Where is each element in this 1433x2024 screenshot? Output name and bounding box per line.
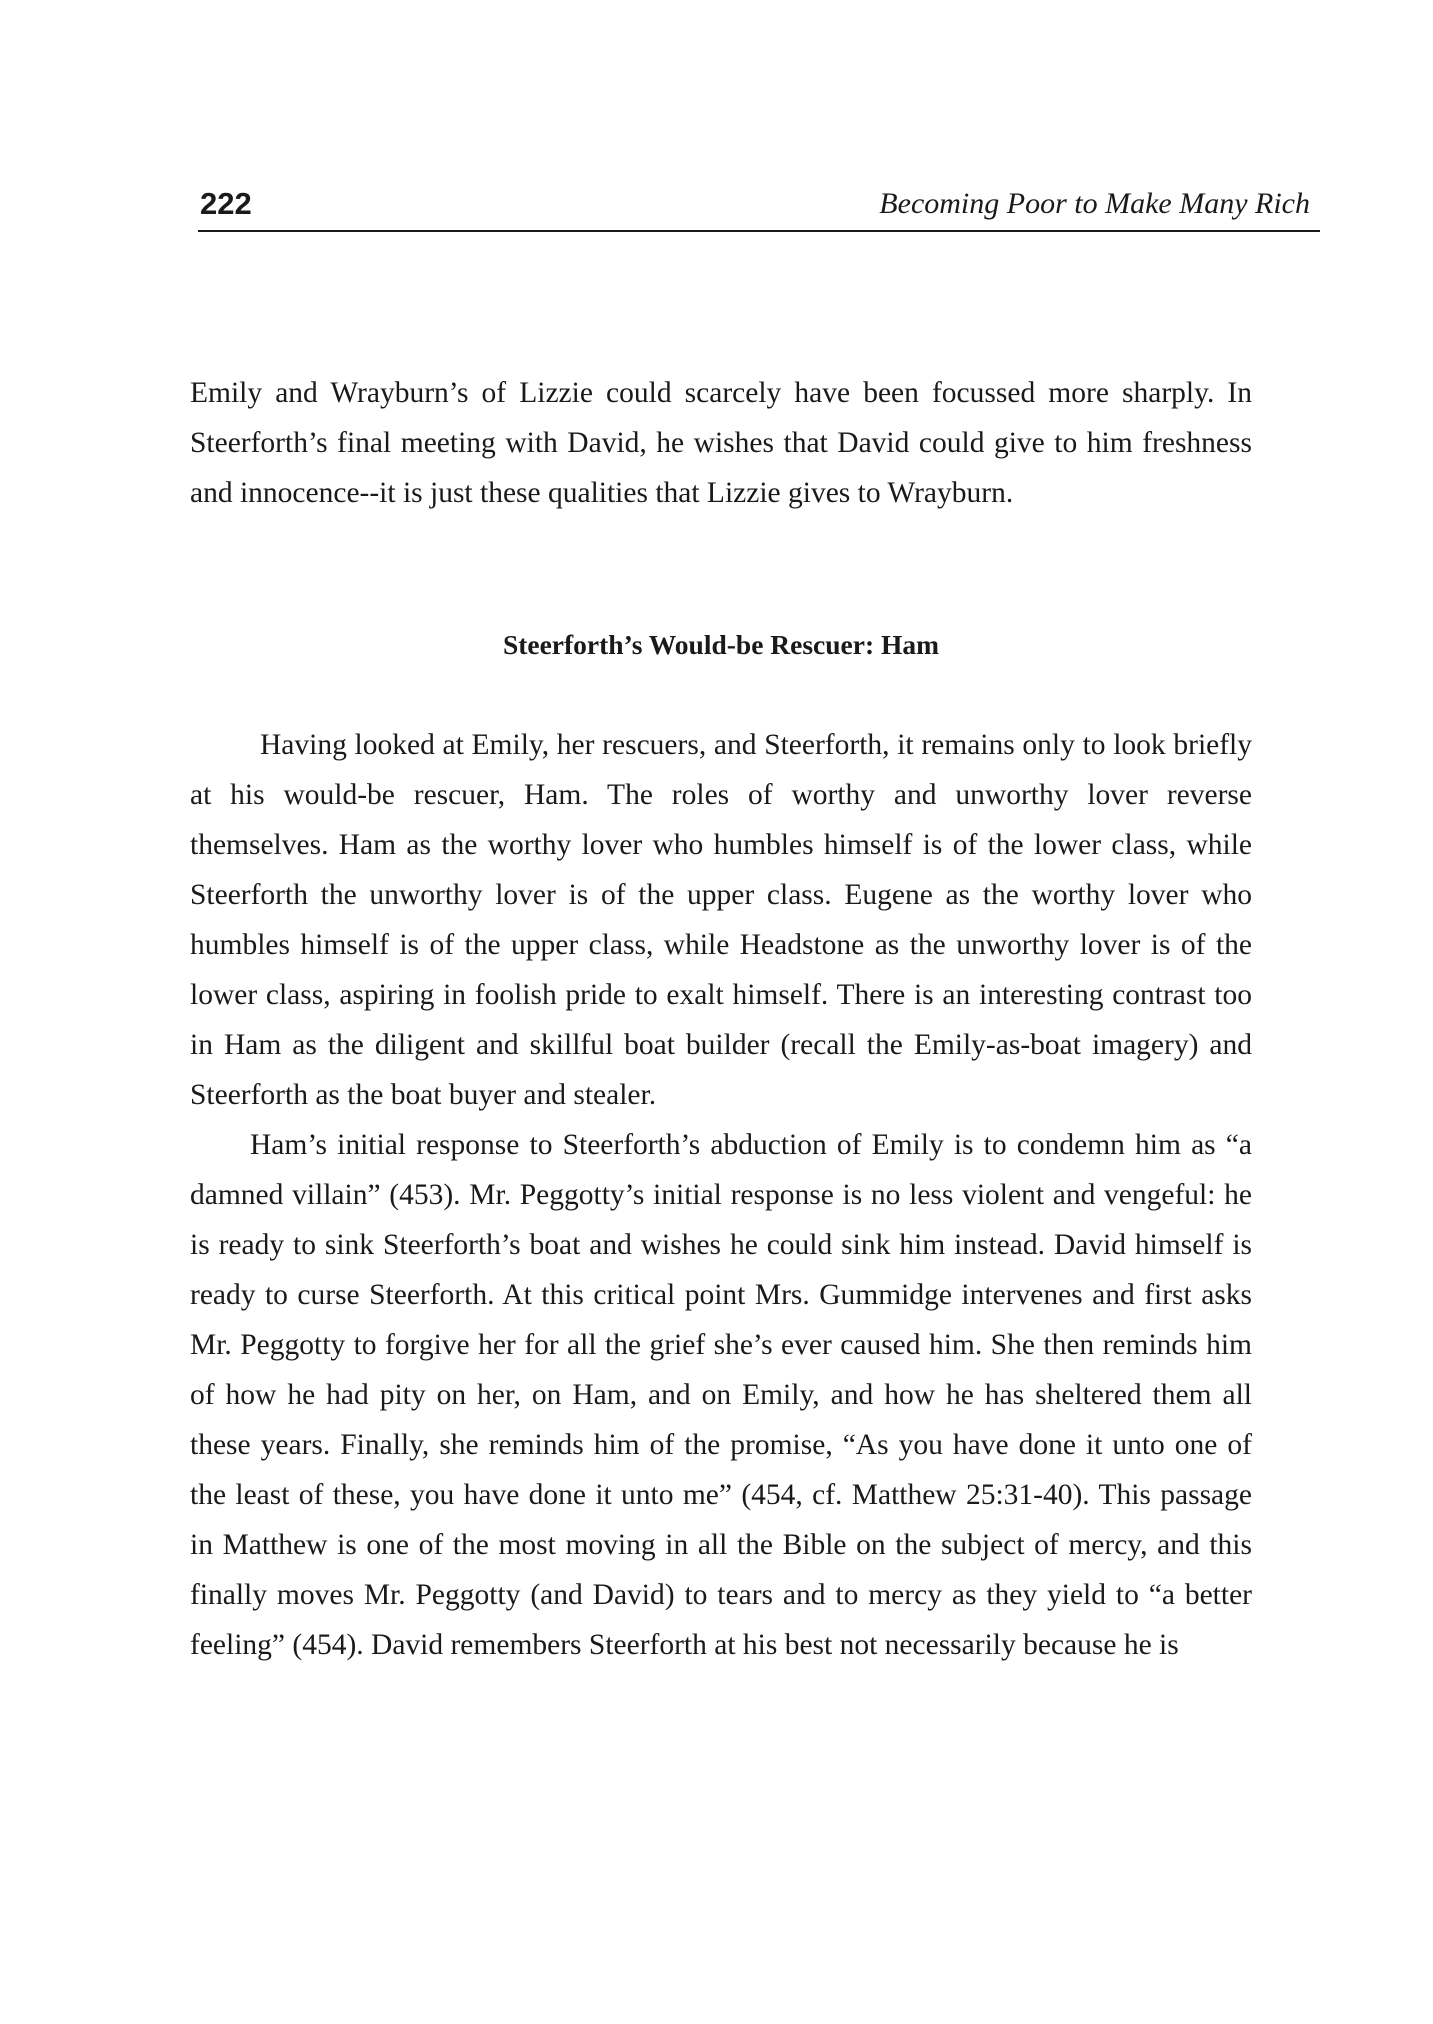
section-heading: Steerforth’s Would-be Rescuer: Ham [502, 629, 940, 660]
paragraph-2: Having looked at Emily, her rescuers, and Steerforth, it remains only to look briefly at his would-be rescuer, Ham. The roles of worthy and unworthy lover reverse themselves. Ham as the worthy lover who humbles himself is of the lower class, while Steerforth the unworthy lover is of the upper class. Eugene as the worthy lover who humbles himself is of the upper class, while Headstone as the unworthy lover is of the lower class, aspiring in foolish pride to exalt himself. There is an interesting contrast too in Ham as the diligent and skillful boat builder (recall the Emily-as-boat imagery) and Steerforth as the boat buyer and stealer. [190, 729, 1252, 1111]
text-block-top [190, 368, 1252, 518]
running-title: Becoming Poor to Make Many Rich [879, 187, 1310, 220]
text-block-main [190, 720, 1252, 1670]
paragraph-3: Ham’s initial response to Steerforth’s abduction of Emily is to condemn him as “a damned villain” (453). Mr. Peggotty’s initial response is no less violent and vengeful: he is ready to sink Steerforth’s boat and wishes he could sink him instead. David himself is ready to curse Steerforth. At this critical point Mrs. Gummidge intervenes and first asks Mr. Peggotty to forgive her for all the grief she’s ever caused him. She then reminds him of how he had pity on her, on Ham, and on Emily, and how he has sheltered them all these years. Finally, she reminds him of the promise, “As you have done it unto one of the least of these, you have done it unto me” (454, cf. Matthew 25:31-40). This passage in Matthew is one of the most moving in all the Bible on the subject of mercy, and this finally moves Mr. Peggotty (and David) to tears and to mercy as they yield to “a better feeling” (454). David remembers Steerforth at his best not necessarily because he is [190, 1129, 1252, 1661]
paragraph-1: Emily and Wrayburn’s of Lizzie could scarcely have been focussed more sharply. In Steerforth’s final meeting with David, he wishes that David could give to him freshness and innocence--it is just these qualities that Lizzie gives to Wrayburn. [190, 377, 1252, 509]
page-number: 222 [200, 186, 252, 221]
page-header [198, 184, 1320, 232]
